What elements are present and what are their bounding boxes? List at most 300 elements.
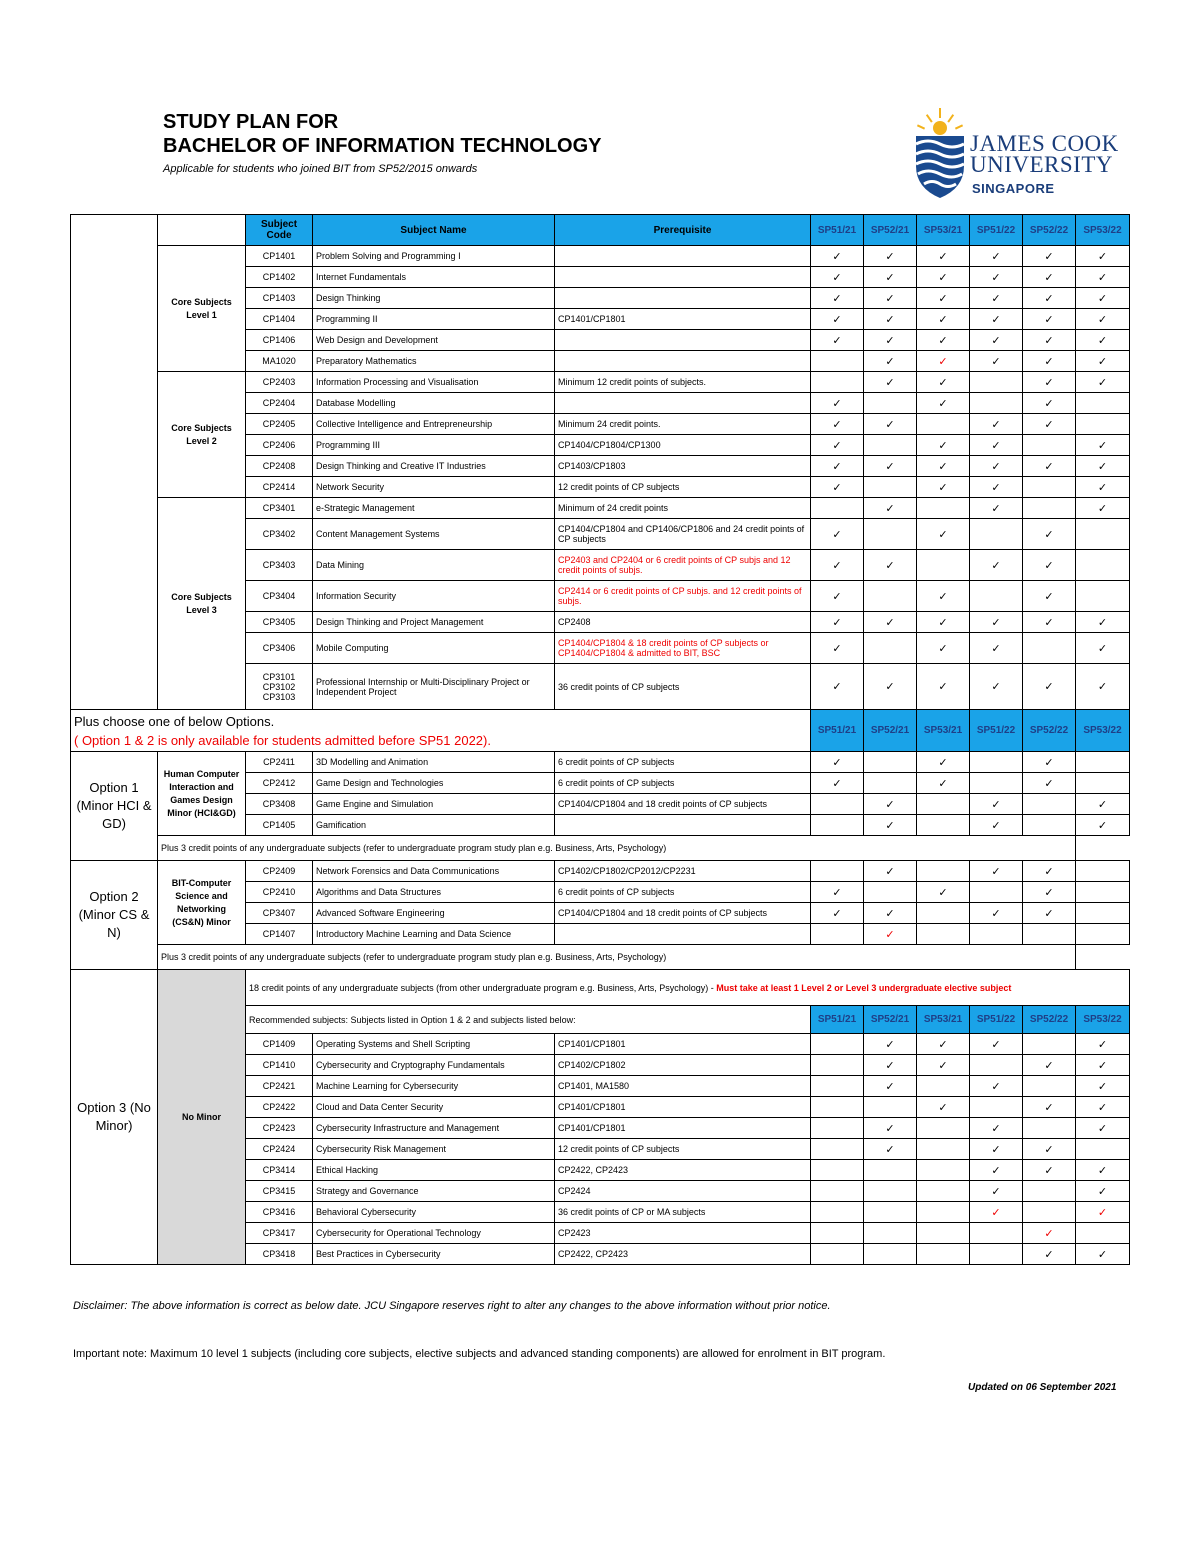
- prerequisite: CP2423: [555, 1223, 811, 1244]
- prerequisite: CP1401, MA1580: [555, 1076, 811, 1097]
- availability-cell: [864, 1034, 917, 1055]
- availability-cell: [864, 861, 917, 882]
- check-icon: ✓: [1044, 886, 1054, 899]
- plus-row: [71, 945, 1130, 970]
- availability-cell: [864, 1244, 917, 1265]
- availability-cell: [864, 246, 917, 267]
- subject-name: Information Processing and Visualisation: [313, 372, 555, 393]
- prerequisite: CP1401/CP1801: [555, 1097, 811, 1118]
- availability-cell: [811, 498, 864, 519]
- check-icon: ✓: [885, 681, 895, 693]
- availability-cell: [1076, 435, 1130, 456]
- subject-code: CP2404: [246, 393, 313, 414]
- check-icon: ✓: [1044, 1059, 1054, 1072]
- subject-name: Problem Solving and Programming I: [313, 246, 555, 267]
- availability-cell: [1076, 1244, 1130, 1265]
- subject-code: CP1409: [246, 1034, 313, 1055]
- availability-cell: [811, 1160, 864, 1181]
- subject-code: CP3401: [246, 498, 313, 519]
- check-icon: ✓: [1097, 250, 1108, 263]
- check-icon: ✓: [1097, 271, 1108, 284]
- check-icon: ✓: [1097, 1206, 1108, 1219]
- subject-name: Database Modelling: [313, 393, 555, 414]
- availability-cell: [1076, 773, 1130, 794]
- availability-cell: [917, 861, 970, 882]
- period-header: SP53/21: [917, 215, 970, 246]
- availability-cell: [1076, 1202, 1130, 1223]
- availability-cell: [864, 664, 917, 710]
- option1-minor: Human Computer Interaction and Games Design Minor (HCI&GD): [158, 752, 246, 836]
- check-icon: ✓: [1097, 355, 1108, 368]
- period-header: SP53/22: [1076, 215, 1130, 246]
- check-icon: ✓: [1097, 481, 1108, 494]
- check-icon: ✓: [938, 250, 948, 263]
- subject-name: Cybersecurity Risk Management: [313, 1139, 555, 1160]
- disclaimer: Disclaimer: The above information is correct as below date. JCU Singapore reserves right to alter any changes to the above information without prior notice.: [73, 1300, 831, 1312]
- availability-cell: [917, 550, 970, 581]
- availability-cell: [1023, 498, 1076, 519]
- check-icon: ✓: [991, 271, 1001, 284]
- availability-cell: [970, 1076, 1023, 1097]
- availability-cell: [1023, 456, 1076, 477]
- check-icon: ✓: [1044, 756, 1054, 769]
- subject-code: CP1405: [246, 815, 313, 836]
- study-plan-table: [70, 214, 1130, 1265]
- availability-cell: [1023, 794, 1076, 815]
- availability-cell: [1023, 1181, 1076, 1202]
- availability-cell: [1023, 435, 1076, 456]
- availability-cell: [1076, 1139, 1130, 1160]
- period-header: SP52/22: [1023, 215, 1076, 246]
- availability-cell: [811, 550, 864, 581]
- availability-cell: [970, 1160, 1023, 1181]
- availability-cell: [917, 1244, 970, 1265]
- availability-cell: [970, 288, 1023, 309]
- page-subtitle: Applicable for students who joined BIT from SP52/2015 onwards: [163, 163, 478, 175]
- availability-cell: [917, 752, 970, 773]
- subject-code: MA1020: [246, 351, 313, 372]
- plus-row: [71, 836, 1130, 861]
- availability-cell: [811, 330, 864, 351]
- subject-code: CP2421: [246, 1076, 313, 1097]
- check-icon: ✓: [1097, 1038, 1108, 1051]
- check-icon: ✓: [1044, 1164, 1054, 1177]
- availability-cell: [1023, 393, 1076, 414]
- prerequisite: 36 credit points of CP subjects: [555, 664, 811, 710]
- check-icon: ✓: [832, 313, 842, 326]
- availability-cell: [1076, 351, 1130, 372]
- availability-cell: [811, 1055, 864, 1076]
- subject-name: Programming III: [313, 435, 555, 456]
- availability-cell: [1076, 794, 1130, 815]
- subject-code: CP3417: [246, 1223, 313, 1244]
- subject-code: CP1401: [246, 246, 313, 267]
- prerequisite: 6 credit points of CP subjects: [555, 773, 811, 794]
- check-icon: ✓: [1044, 292, 1054, 305]
- prerequisite: Minimum 24 credit points.: [555, 414, 811, 435]
- availability-cell: [864, 1097, 917, 1118]
- check-icon: ✓: [1044, 528, 1054, 541]
- availability-cell: [970, 246, 1023, 267]
- check-icon: ✓: [938, 292, 948, 305]
- check-icon: ✓: [832, 334, 842, 347]
- check-icon: ✓: [832, 681, 842, 693]
- check-icon: ✓: [832, 777, 842, 790]
- availability-cell: [864, 435, 917, 456]
- availability-cell: [1023, 1139, 1076, 1160]
- subject-name: Design Thinking and Project Management: [313, 612, 555, 633]
- check-icon: ✓: [1044, 418, 1054, 431]
- subject-code: CP3415: [246, 1181, 313, 1202]
- availability-cell: [970, 1139, 1023, 1160]
- subject-name: Ethical Hacking: [313, 1160, 555, 1181]
- subject-name: Internet Fundamentals: [313, 267, 555, 288]
- check-icon: ✓: [1044, 907, 1054, 920]
- check-icon: ✓: [938, 397, 948, 410]
- availability-cell: [864, 1076, 917, 1097]
- availability-cell: [864, 882, 917, 903]
- check-icon: ✓: [1044, 1248, 1054, 1261]
- check-icon: ✓: [1044, 681, 1054, 693]
- availability-cell: [1076, 664, 1130, 710]
- availability-cell: [970, 903, 1023, 924]
- check-icon: ✓: [1097, 502, 1108, 515]
- subject-code: CP3407: [246, 903, 313, 924]
- subject-code: CP3406: [246, 633, 313, 664]
- subject-name: Introductory Machine Learning and Data Science: [313, 924, 555, 945]
- availability-cell: [1023, 309, 1076, 330]
- check-icon: ✓: [1044, 313, 1054, 326]
- availability-cell: [1076, 1223, 1130, 1244]
- availability-cell: [1023, 330, 1076, 351]
- period-header: SP51/21: [811, 215, 864, 246]
- availability-cell: [1076, 372, 1130, 393]
- prerequisite: [555, 330, 811, 351]
- subject-code: CP2414: [246, 477, 313, 498]
- availability-cell: [1076, 612, 1130, 633]
- availability-cell: [917, 288, 970, 309]
- availability-cell: [970, 1223, 1023, 1244]
- check-icon: ✓: [991, 1122, 1001, 1135]
- check-icon: ✓: [991, 418, 1001, 431]
- prerequisite: 36 credit points of CP or MA subjects: [555, 1202, 811, 1223]
- check-icon: ✓: [885, 928, 895, 941]
- check-icon: ✓: [1044, 334, 1054, 347]
- check-icon: ✓: [1097, 1248, 1108, 1261]
- check-icon: ✓: [1097, 1101, 1108, 1114]
- subject-code: CP2423: [246, 1118, 313, 1139]
- check-icon: ✓: [991, 559, 1001, 572]
- check-icon: ✓: [885, 1080, 895, 1093]
- logo-line-3: SINGAPORE: [972, 181, 1055, 196]
- availability-cell: [864, 1160, 917, 1181]
- availability-cell: [864, 1181, 917, 1202]
- check-icon: ✓: [1097, 616, 1108, 629]
- availability-cell: [917, 519, 970, 550]
- availability-cell: [970, 550, 1023, 581]
- availability-cell: [1023, 815, 1076, 836]
- availability-cell: [811, 924, 864, 945]
- availability-cell: [811, 1118, 864, 1139]
- availability-cell: [917, 882, 970, 903]
- availability-cell: [970, 1055, 1023, 1076]
- title-line-2: BACHELOR OF INFORMATION TECHNOLOGY: [163, 135, 602, 157]
- availability-cell: [811, 372, 864, 393]
- recommended-note: Recommended subjects: Subjects listed in Option 1 & 2 and subjects listed below:: [246, 1006, 811, 1034]
- check-icon: ✓: [885, 1143, 895, 1156]
- availability-cell: [970, 1202, 1023, 1223]
- period-header: SP52/21: [864, 215, 917, 246]
- check-icon: ✓: [885, 292, 895, 305]
- check-icon: ✓: [938, 271, 948, 284]
- availability-cell: [917, 1223, 970, 1244]
- availability-cell: [811, 435, 864, 456]
- prerequisite: CP1401/CP1801: [555, 1118, 811, 1139]
- period-header: SP53/21: [917, 1006, 970, 1034]
- availability-cell: [917, 612, 970, 633]
- availability-cell: [970, 752, 1023, 773]
- availability-cell: [1076, 414, 1130, 435]
- check-icon: ✓: [832, 886, 842, 899]
- availability-cell: [917, 581, 970, 612]
- availability-cell: [1076, 288, 1130, 309]
- availability-cell: [811, 288, 864, 309]
- check-icon: ✓: [885, 460, 895, 473]
- availability-cell: [917, 1202, 970, 1223]
- availability-cell: [970, 519, 1023, 550]
- availability-cell: [864, 1202, 917, 1223]
- prerequisite: CP1404/CP1804 and 18 credit points of CP subjects: [555, 794, 811, 815]
- prerequisite: [555, 351, 811, 372]
- check-icon: ✓: [991, 460, 1001, 473]
- availability-cell: [917, 1118, 970, 1139]
- check-icon: ✓: [1044, 865, 1054, 878]
- prerequisite: CP1404/CP1804/CP1300: [555, 435, 811, 456]
- subject-code: CP2403: [246, 372, 313, 393]
- availability-cell: [917, 633, 970, 664]
- availability-cell: [864, 372, 917, 393]
- availability-cell: [864, 612, 917, 633]
- subject-name: Best Practices in Cybersecurity: [313, 1244, 555, 1265]
- check-icon: ✓: [938, 355, 948, 368]
- subject-name: Gamification: [313, 815, 555, 836]
- check-icon: ✓: [1097, 1080, 1108, 1093]
- check-icon: ✓: [885, 271, 895, 284]
- availability-cell: [811, 477, 864, 498]
- jcu-logo: [910, 106, 1130, 200]
- availability-cell: [1023, 477, 1076, 498]
- check-icon: ✓: [938, 313, 948, 326]
- availability-cell: [970, 1097, 1023, 1118]
- availability-cell: [864, 815, 917, 836]
- subject-code: CP1404: [246, 309, 313, 330]
- prerequisite: Minimum 12 credit points of subjects.: [555, 372, 811, 393]
- check-icon: ✓: [885, 1059, 895, 1072]
- option3-intro-row: [71, 970, 1130, 1006]
- check-icon: ✓: [938, 886, 948, 899]
- subject-name: Cybersecurity and Cryptography Fundamentals: [313, 1055, 555, 1076]
- availability-cell: [1023, 372, 1076, 393]
- group-label: Core Subjects Level 1: [158, 246, 246, 372]
- availability-cell: [970, 477, 1023, 498]
- availability-cell: [1076, 309, 1130, 330]
- availability-cell: [970, 861, 1023, 882]
- availability-cell: [864, 309, 917, 330]
- availability-cell: [970, 351, 1023, 372]
- period-header: SP53/22: [1076, 1006, 1130, 1034]
- availability-cell: [970, 456, 1023, 477]
- availability-cell: [811, 1097, 864, 1118]
- availability-cell: [1023, 267, 1076, 288]
- check-icon: ✓: [991, 798, 1001, 811]
- subject-code: CP2406: [246, 435, 313, 456]
- availability-cell: [1023, 1202, 1076, 1223]
- availability-cell: [811, 882, 864, 903]
- availability-cell: [970, 773, 1023, 794]
- subject-name: Cloud and Data Center Security: [313, 1097, 555, 1118]
- availability-cell: [811, 861, 864, 882]
- check-icon: ✓: [991, 1206, 1001, 1219]
- subject-code: CP3418: [246, 1244, 313, 1265]
- option1-label: Option 1 (Minor HCI & GD): [71, 752, 158, 861]
- availability-cell: [811, 267, 864, 288]
- subject-name: Programming II: [313, 309, 555, 330]
- availability-cell: [811, 393, 864, 414]
- check-icon: ✓: [1097, 1122, 1108, 1135]
- check-icon: ✓: [991, 642, 1001, 655]
- availability-cell: [917, 924, 970, 945]
- availability-cell: [811, 519, 864, 550]
- availability-cell: [864, 1139, 917, 1160]
- availability-cell: [970, 664, 1023, 710]
- period-header: SP52/21: [864, 710, 917, 752]
- check-icon: ✓: [938, 1038, 948, 1051]
- availability-cell: [1023, 414, 1076, 435]
- availability-cell: [970, 882, 1023, 903]
- check-icon: ✓: [991, 616, 1001, 629]
- subject-code: CP1406: [246, 330, 313, 351]
- check-icon: ✓: [1097, 313, 1108, 326]
- availability-cell: [864, 773, 917, 794]
- period-header: SP51/22: [970, 215, 1023, 246]
- availability-cell: [1076, 246, 1130, 267]
- availability-cell: [917, 1055, 970, 1076]
- subject-code: CP3403: [246, 550, 313, 581]
- availability-cell: [1023, 633, 1076, 664]
- subject-name: Design Thinking: [313, 288, 555, 309]
- availability-cell: [917, 330, 970, 351]
- check-icon: ✓: [1097, 798, 1108, 811]
- check-icon: ✓: [991, 250, 1001, 263]
- availability-cell: [1023, 903, 1076, 924]
- subject-code: CP2411: [246, 752, 313, 773]
- group-label: Core Subjects Level 2: [158, 372, 246, 498]
- availability-cell: [970, 581, 1023, 612]
- availability-cell: [917, 1034, 970, 1055]
- availability-cell: [811, 246, 864, 267]
- subject-code: CP2409: [246, 861, 313, 882]
- availability-cell: [970, 435, 1023, 456]
- check-icon: ✓: [885, 313, 895, 326]
- options-intro-row: [71, 710, 1130, 752]
- check-icon: ✓: [832, 756, 842, 769]
- availability-cell: [970, 612, 1023, 633]
- availability-cell: [917, 498, 970, 519]
- check-icon: ✓: [832, 460, 842, 473]
- check-icon: ✓: [991, 334, 1001, 347]
- options-intro-line-1: Plus choose one of below Options.: [74, 713, 275, 729]
- availability-cell: [970, 330, 1023, 351]
- availability-cell: [917, 794, 970, 815]
- period-header: SP53/21: [917, 710, 970, 752]
- subject-name: Cybersecurity Infrastructure and Management: [313, 1118, 555, 1139]
- check-icon: ✓: [991, 819, 1001, 832]
- availability-cell: [1023, 664, 1076, 710]
- option3-intro-text: 18 credit points of any undergraduate subjects (from other undergraduate program e.g. Business, Arts, Psychology) -: [249, 982, 717, 993]
- check-icon: ✓: [832, 528, 842, 541]
- subject-name: Game Design and Technologies: [313, 773, 555, 794]
- availability-cell: [970, 1034, 1023, 1055]
- blank-cell: [158, 215, 246, 246]
- prerequisite: [555, 246, 811, 267]
- availability-cell: [811, 414, 864, 435]
- availability-cell: [1023, 581, 1076, 612]
- check-icon: ✓: [991, 907, 1001, 920]
- availability-cell: [970, 267, 1023, 288]
- check-icon: ✓: [938, 528, 948, 541]
- prerequisite: CP2422, CP2423: [555, 1160, 811, 1181]
- availability-cell: [970, 1181, 1023, 1202]
- period-header: SP53/22: [1076, 710, 1130, 752]
- availability-cell: [917, 773, 970, 794]
- availability-cell: [811, 815, 864, 836]
- availability-cell: [811, 309, 864, 330]
- check-icon: ✓: [938, 460, 948, 473]
- availability-cell: [864, 752, 917, 773]
- subject-code: CP2410: [246, 882, 313, 903]
- availability-cell: [970, 815, 1023, 836]
- subject-code: CP1407: [246, 924, 313, 945]
- prerequisite: 12 credit points of CP subjects: [555, 1139, 811, 1160]
- option2-label: Option 2 (Minor CS & N): [71, 861, 158, 970]
- availability-cell: [1023, 1034, 1076, 1055]
- check-icon: ✓: [885, 616, 895, 629]
- check-icon: ✓: [991, 292, 1001, 305]
- check-icon: ✓: [885, 355, 895, 368]
- period-header: SP51/22: [970, 710, 1023, 752]
- check-icon: ✓: [832, 559, 842, 572]
- check-icon: ✓: [885, 819, 895, 832]
- check-icon: ✓: [1097, 292, 1108, 305]
- check-icon: ✓: [832, 397, 842, 410]
- subject-code: CP2422: [246, 1097, 313, 1118]
- availability-cell: [1023, 1118, 1076, 1139]
- option3-label: Option 3 (No Minor): [71, 970, 158, 1265]
- subject-name-header: Subject Name: [313, 215, 555, 246]
- prerequisite: CP1401/CP1801: [555, 309, 811, 330]
- availability-cell: [811, 351, 864, 372]
- availability-cell: [864, 581, 917, 612]
- subject-name: Game Engine and Simulation: [313, 794, 555, 815]
- check-icon: ✓: [1097, 1164, 1108, 1177]
- availability-cell: [1023, 612, 1076, 633]
- availability-cell: [864, 267, 917, 288]
- check-icon: ✓: [991, 1038, 1001, 1051]
- availability-cell: [970, 1244, 1023, 1265]
- availability-cell: [1023, 1223, 1076, 1244]
- option1-plus-note: Plus 3 credit points of any undergraduate subjects (refer to undergraduate program study plan e.g. Business, Arts, Psychology): [158, 836, 1076, 861]
- subject-name: Data Mining: [313, 550, 555, 581]
